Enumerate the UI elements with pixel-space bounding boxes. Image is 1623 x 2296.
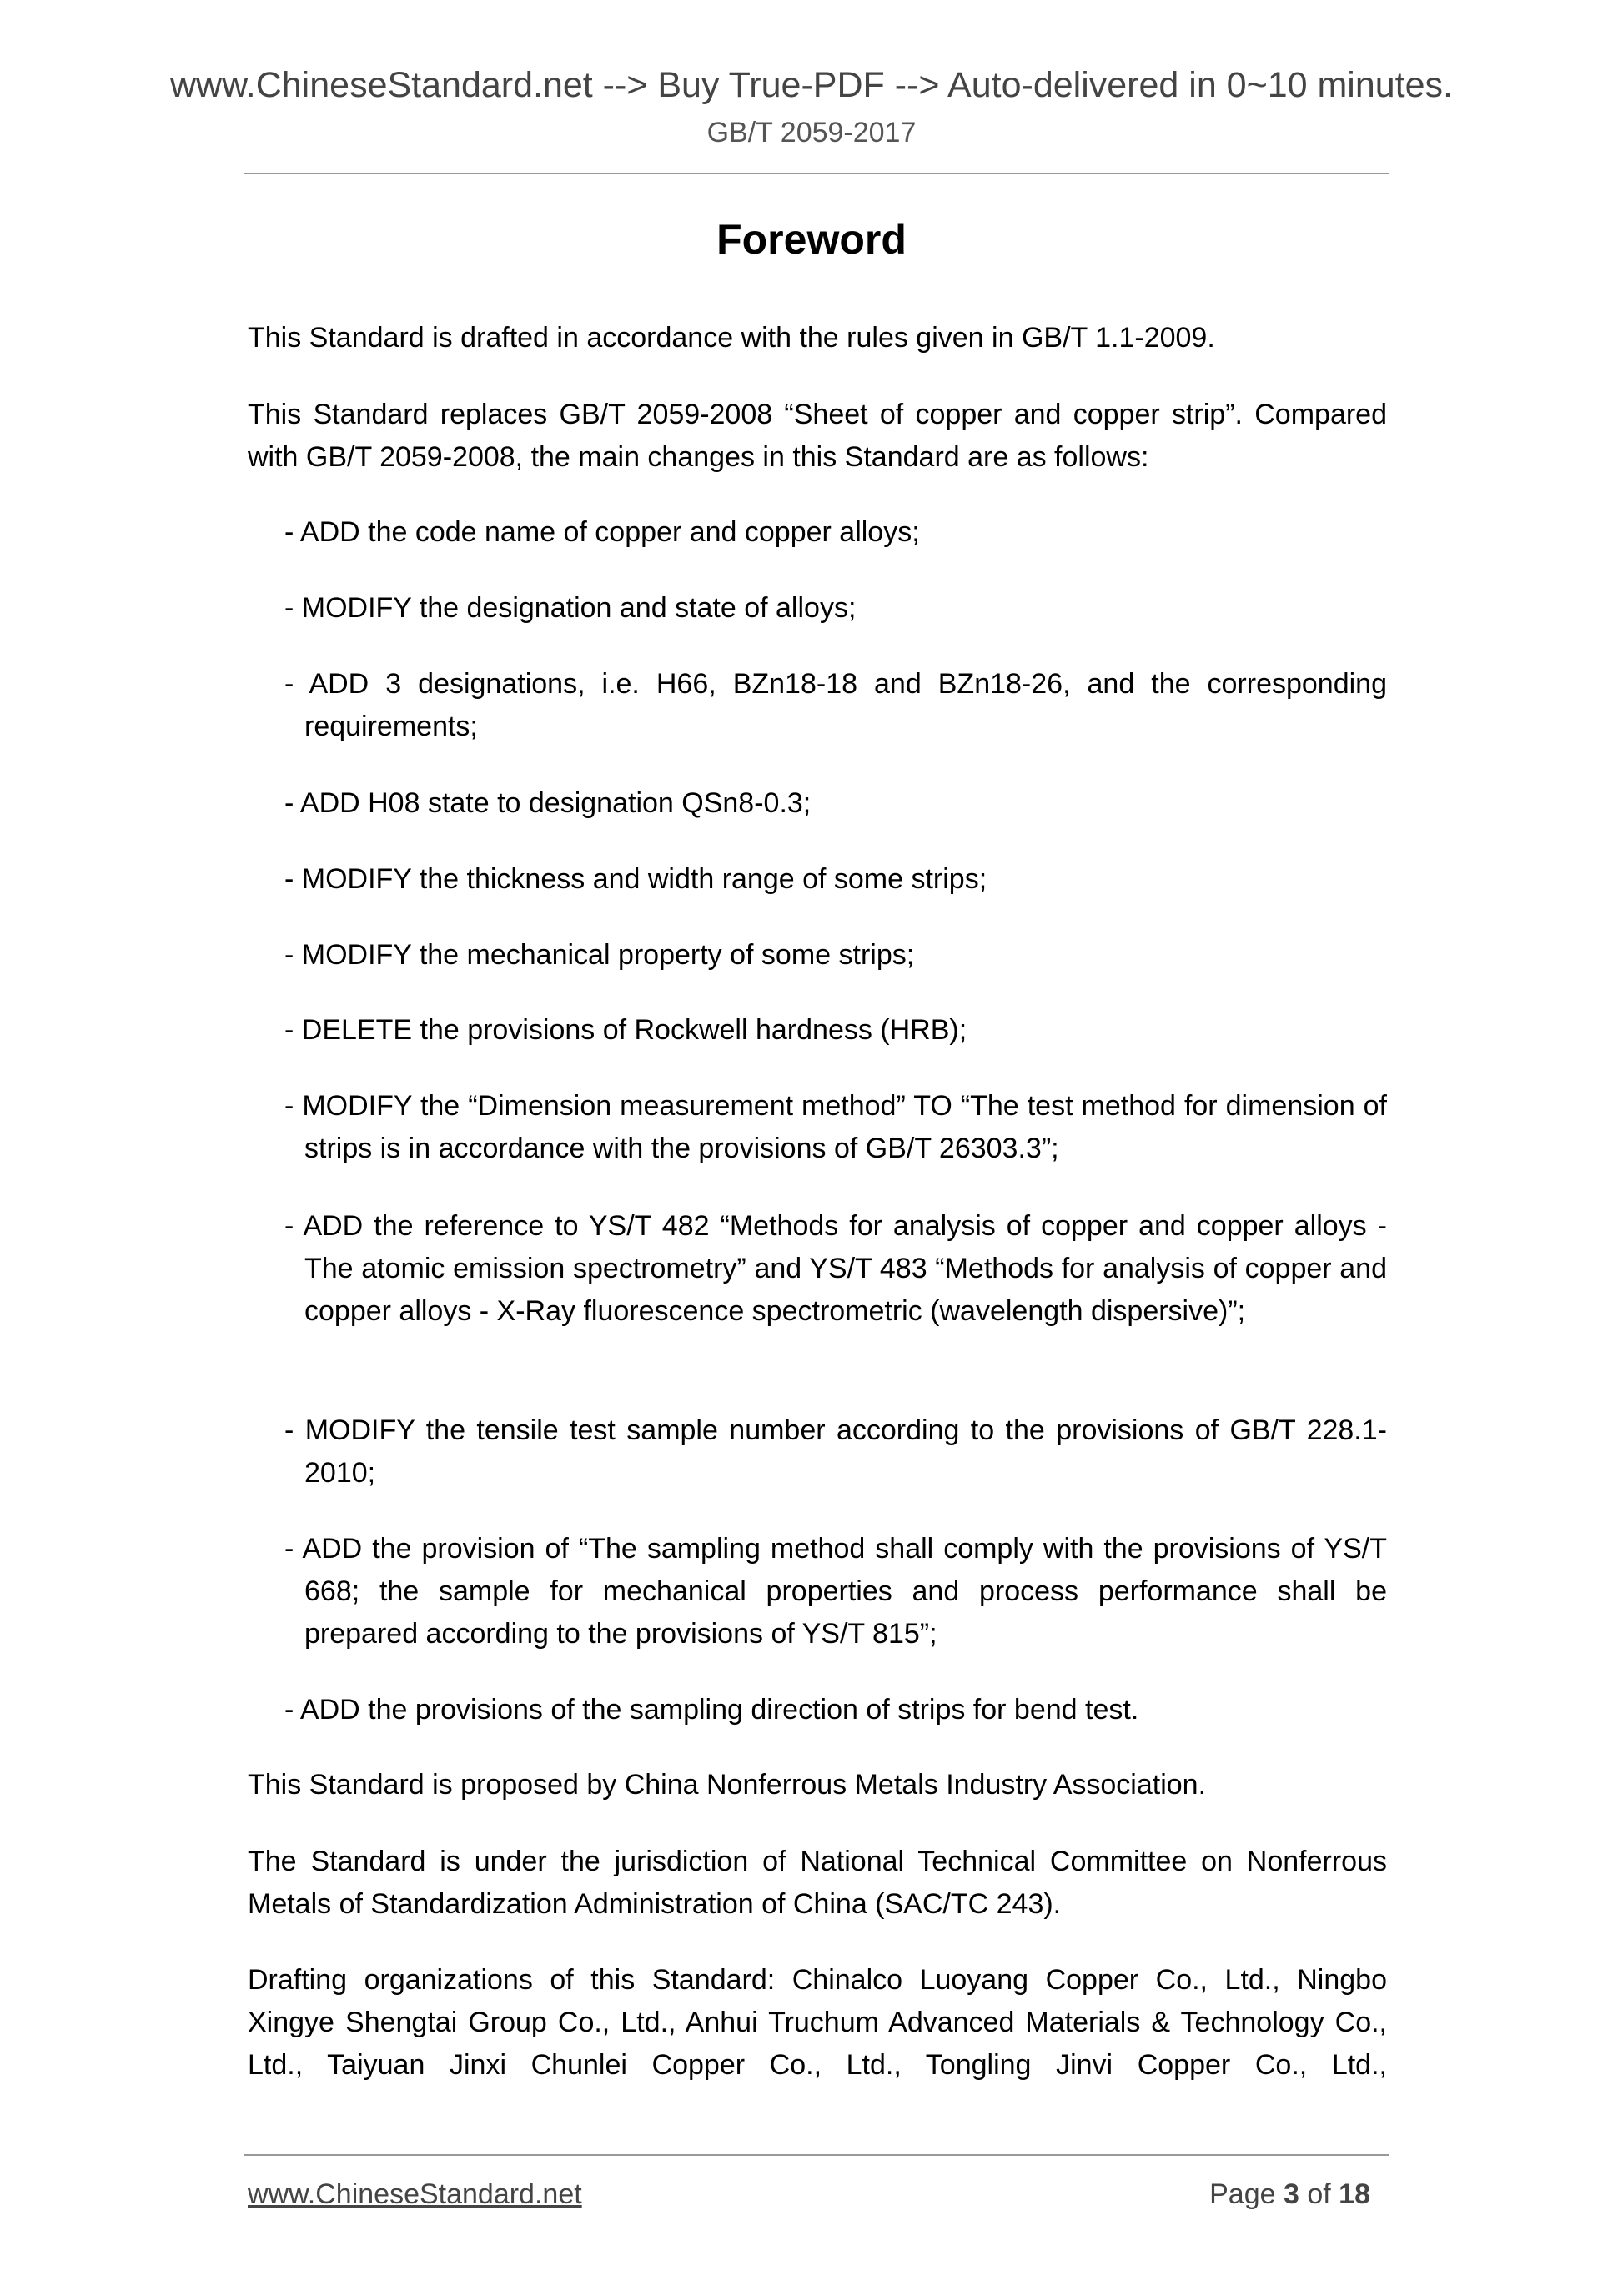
list-item: - MODIFY the “Dimension measurement method” TO “The test method for dimension of strips is in accordance with the provisions of GB/T 26303.3”;: [284, 1090, 1387, 1164]
list-item: - MODIFY the tensile test sample number according to the provisions of GB/T 228.1-2010;: [284, 1414, 1387, 1489]
list-item: - ADD the provision of “The sampling method shall comply with the provisions of YS/T 668; the sample for mechanical properties and process performance shall be prepared according to the provisions of YS/T 815”;: [284, 1533, 1387, 1650]
list-item: - ADD H08 state to designation QSn8-0.3;: [284, 787, 812, 819]
list-item: - MODIFY the designation and state of alloys;: [284, 592, 857, 624]
current-page: 3: [1283, 2178, 1299, 2210]
document-id: GB/T 2059-2017: [706, 117, 917, 148]
list-item: - ADD the reference to YS/T 482 “Methods for analysis of copper and copper alloys - The atomic emission spectrometry” and YS/T 483 “Methods for analysis of copper and copper alloys - X-Ray fluorescence spectrometric (wavelength dispersive)”;: [284, 1210, 1387, 1327]
list-item: - ADD the code name of copper and copper alloys;: [284, 516, 920, 548]
page-indicator: [1209, 2178, 1370, 2211]
list-item: - MODIFY the mechanical property of some strips;: [284, 939, 915, 971]
header-divider: [244, 173, 1389, 174]
paragraph: This Standard replaces GB/T 2059-2008 “Sheet of copper and copper strip”. Compared with GB/T 2059-2008, the main changes in this Standard are as follows:: [248, 399, 1387, 473]
paragraph: This Standard is drafted in accordance with the rules given in GB/T 1.1-2009.: [248, 322, 1215, 354]
of-word: of: [1307, 2178, 1331, 2210]
paragraph: This Standard is proposed by China Nonferrous Metals Industry Association.: [248, 1769, 1207, 1801]
list-item: - ADD the provisions of the sampling direction of strips for bend test.: [284, 1694, 1139, 1726]
total-pages: 18: [1339, 2178, 1370, 2210]
footer-website-link[interactable]: www.ChineseStandard.net: [248, 2178, 582, 2210]
header-banner: www.ChineseStandard.net --> Buy True-PDF --> Auto-delivered in 0~10 minutes.: [169, 65, 1453, 105]
footer-divider: [244, 2154, 1389, 2156]
list-item: - MODIFY the thickness and width range of some strips;: [284, 863, 987, 895]
paragraph: The Standard is under the jurisdiction of National Technical Committee on Nonferrous Metals of Standardization Administration of China (SAC/TC 243).: [248, 1846, 1387, 1920]
list-item: - ADD 3 designations, i.e. H66, BZn18-18 and BZn18-26, and the corresponding requirements;: [284, 668, 1387, 742]
page-word: Page: [1209, 2178, 1276, 2210]
list-item: - DELETE the provisions of Rockwell hardness (HRB);: [284, 1014, 967, 1046]
paragraph: Drafting organizations of this Standard: Chinalco Luoyang Copper Co., Ltd., Ningbo Xingye Shengtai Group Co., Ltd., Anhui Truchum Advanced Materials & Technology Co., Ltd., Taiyuan Jinxi Chunlei Copper Co., Ltd., Tongling Jinvi Copper Co., Ltd.,: [248, 1964, 1387, 2081]
page-title: Foreword: [716, 216, 907, 263]
